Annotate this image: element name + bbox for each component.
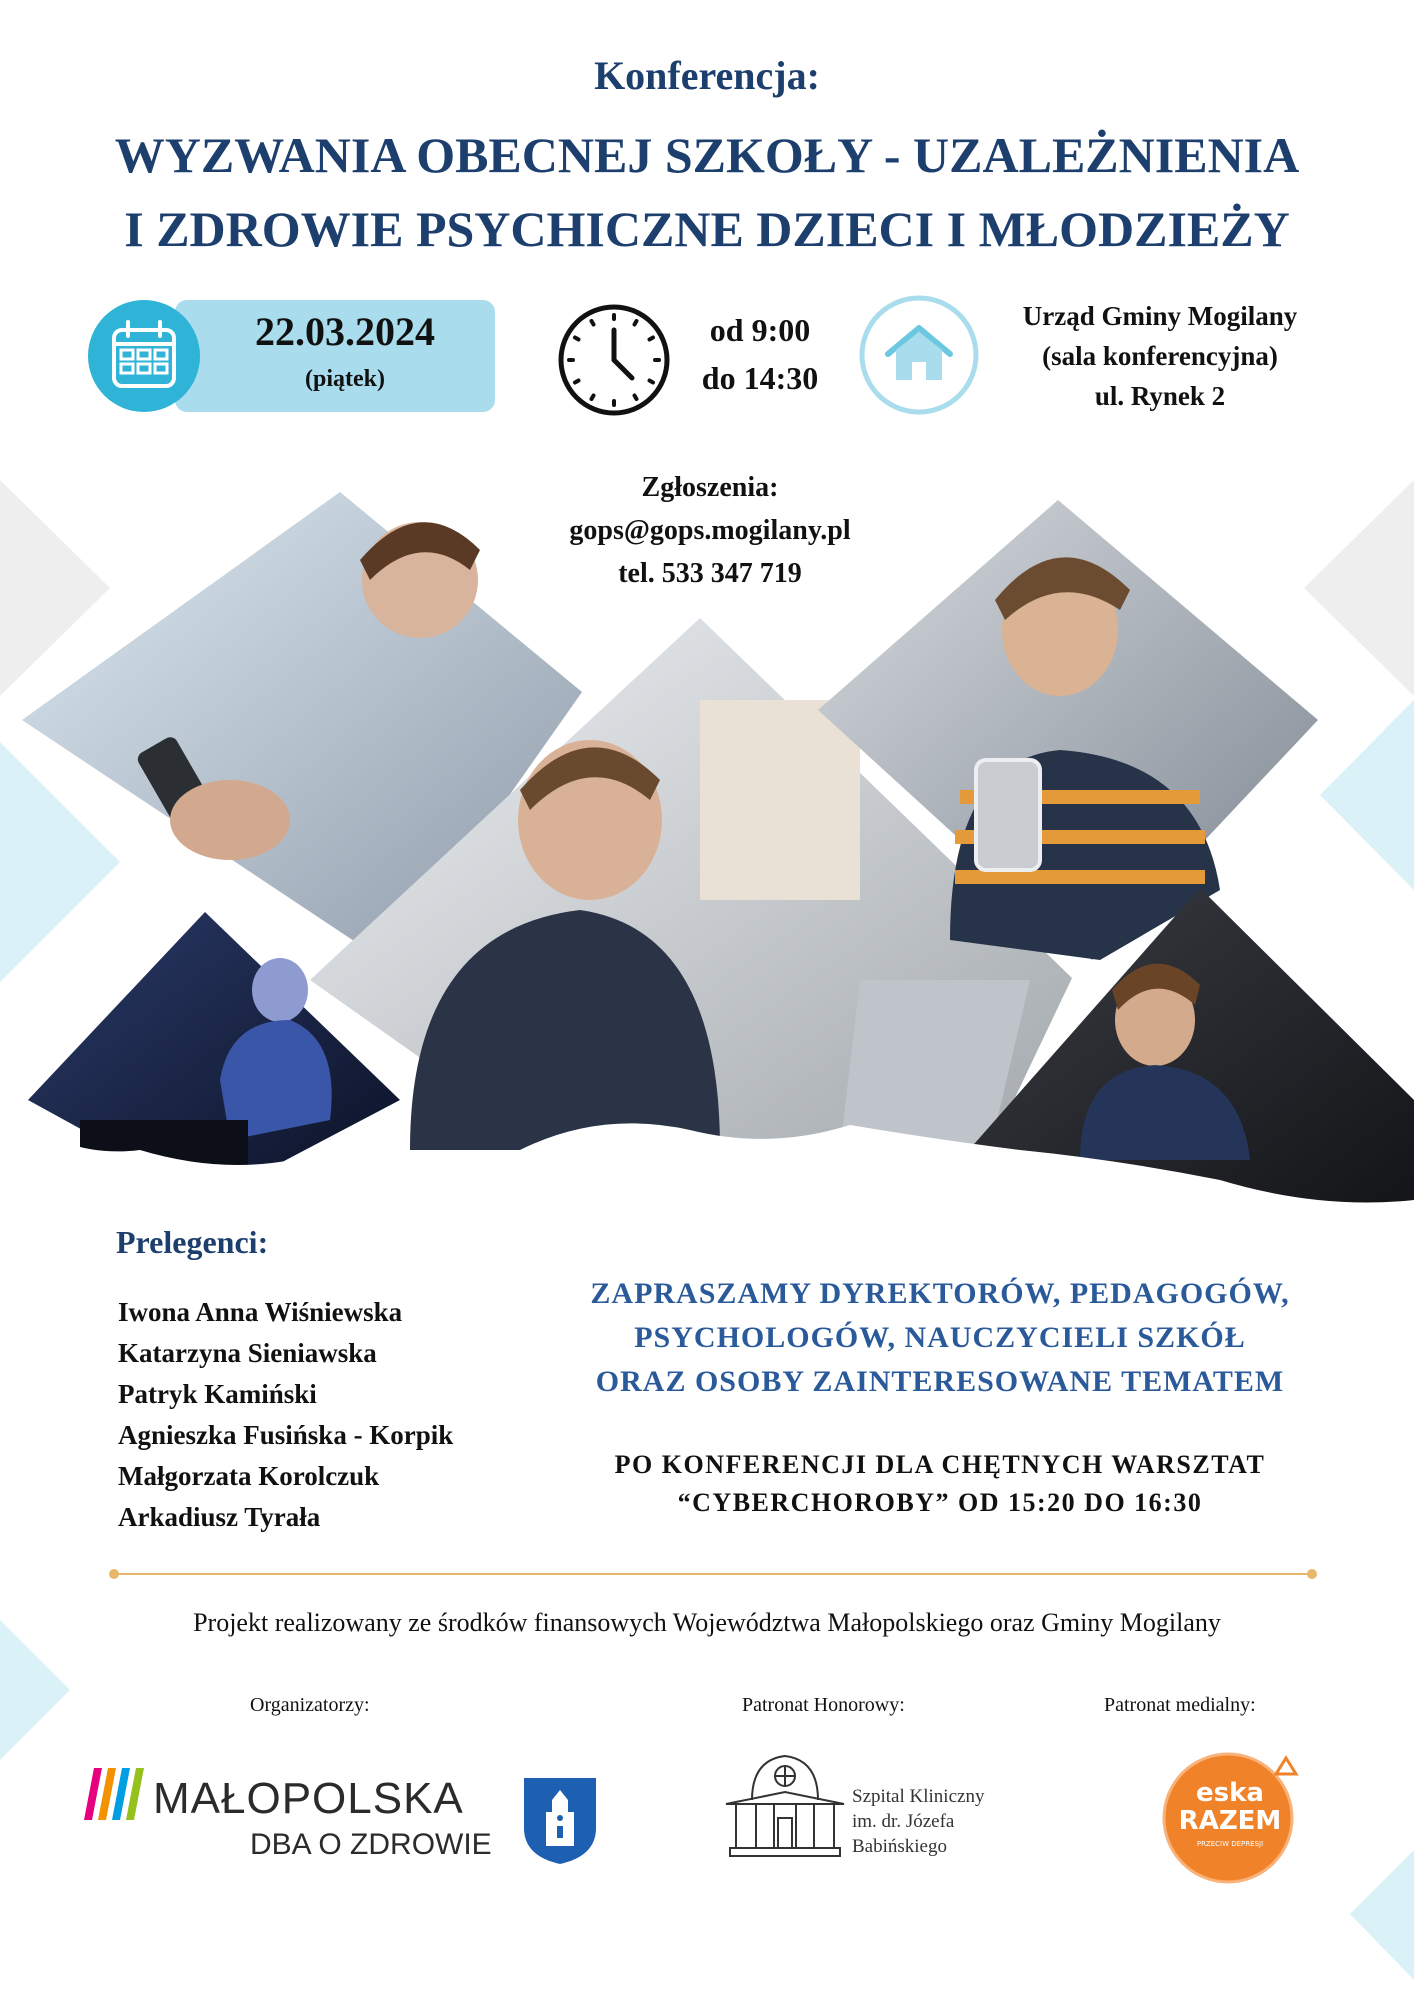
bg-diamond bbox=[1304, 480, 1414, 696]
speaker-name: Katarzyna Sieniawska bbox=[118, 1338, 377, 1368]
conference-title bbox=[0, 118, 1414, 266]
eska-logo-tagline: PRZECIW DEPRESJI bbox=[1196, 1840, 1264, 1848]
speakers-list bbox=[118, 1292, 453, 1538]
hospital-name-line: im. dr. Józefa bbox=[852, 1811, 955, 1832]
speaker-name: Agnieszka Fusińska - Korpik bbox=[118, 1420, 454, 1450]
bg-diamond bbox=[0, 480, 110, 696]
project-funding-note: Projekt realizowany ze środków finansowych Województwa Małopolskiego oraz Gminy Mogilany bbox=[193, 1608, 1221, 1637]
home-icon bbox=[858, 294, 980, 416]
razem-logo-text: RAZEM bbox=[1178, 1806, 1282, 1836]
registration-info bbox=[480, 466, 940, 595]
invitation-text bbox=[540, 1272, 1340, 1404]
hospital-name-line: Babińskiego bbox=[852, 1836, 947, 1857]
time-from: od 9:00 bbox=[709, 312, 811, 348]
workshop-line-1: PO KONFERENCJI DLA CHĘTNYCH WARSZTAT bbox=[614, 1450, 1266, 1479]
event-date: 22.03.2024 bbox=[255, 309, 435, 354]
event-time bbox=[680, 306, 840, 402]
workshop-line-2: “CYBERCHOROBY” OD 15:20 DO 16:30 bbox=[677, 1488, 1203, 1517]
malopolska-logo-tagline: DBA O ZDROWIE bbox=[250, 1828, 492, 1861]
event-day: (piątek) bbox=[305, 366, 385, 392]
hospital-logo-icon bbox=[722, 1752, 848, 1862]
place-line-1: Urząd Gminy Mogilany bbox=[1022, 301, 1298, 331]
invite-line-2: PSYCHOLOGÓW, NAUCZYCIELI SZKÓŁ bbox=[634, 1321, 1246, 1354]
bg-diamond-bottom-left bbox=[0, 1600, 80, 1800]
malopolska-logo-text: MAŁOPOLSKA bbox=[153, 1774, 464, 1823]
organizers-label: Organizatorzy: bbox=[250, 1694, 370, 1716]
malopolska-m-logo bbox=[84, 1766, 146, 1822]
speaker-name: Iwona Anna Wiśniewska bbox=[118, 1297, 403, 1327]
speaker-name: Patryk Kamiński bbox=[118, 1379, 317, 1409]
invite-line-3: ORAZ OSOBY ZAINTERESOWANE TEMATEM bbox=[595, 1365, 1285, 1398]
calendar-badge bbox=[88, 300, 200, 412]
workshop-info bbox=[540, 1446, 1340, 1522]
bg-diamond-bottom-right bbox=[1340, 1840, 1414, 2000]
speakers-heading: Prelegenci: bbox=[116, 1224, 269, 1260]
mogilany-coat-of-arms-icon bbox=[522, 1776, 598, 1866]
divider bbox=[114, 1573, 1312, 1575]
divider-dot bbox=[1307, 1569, 1317, 1579]
place-line-3: ul. Rynek 2 bbox=[1094, 381, 1226, 411]
time-to: do 14:30 bbox=[701, 360, 819, 396]
hospital-name-line: Szpital Kliniczny bbox=[852, 1786, 985, 1807]
hospital-logo-text bbox=[852, 1784, 984, 1859]
media-patronage-label: Patronat medialny: bbox=[1104, 1694, 1256, 1716]
bg-diamond bbox=[0, 742, 120, 982]
divider-dot bbox=[109, 1569, 119, 1579]
honorary-patronage-label: Patronat Honorowy: bbox=[742, 1694, 905, 1716]
speaker-name: Arkadiusz Tyrała bbox=[118, 1502, 321, 1532]
calendar-icon bbox=[88, 300, 200, 412]
eska-logo-text: eska bbox=[1196, 1778, 1264, 1808]
place-line-2: (sala konferencyjna) bbox=[1042, 341, 1278, 371]
title-line-2: I ZDROWIE PSYCHICZNE DZIECI I MŁODZIEŻY bbox=[124, 201, 1290, 257]
bg-diamond bbox=[1320, 700, 1414, 890]
registration-phone[interactable]: tel. 533 347 719 bbox=[618, 558, 802, 589]
invite-line-1: ZAPRASZAMY DYREKTORÓW, PEDAGOGÓW, bbox=[590, 1277, 1290, 1310]
clock-icon bbox=[556, 302, 672, 418]
speaker-name: Małgorzata Korolczuk bbox=[118, 1461, 380, 1491]
registration-label: Zgłoszenia: bbox=[641, 472, 779, 503]
event-place bbox=[990, 296, 1330, 416]
conference-kicker: Konferencja: bbox=[594, 53, 820, 98]
title-line-1: WYZWANIA OBECNEJ SZKOŁY - UZALEŻNIENIA bbox=[114, 127, 1300, 183]
registration-email[interactable]: gops@gops.mogilany.pl bbox=[569, 515, 851, 546]
